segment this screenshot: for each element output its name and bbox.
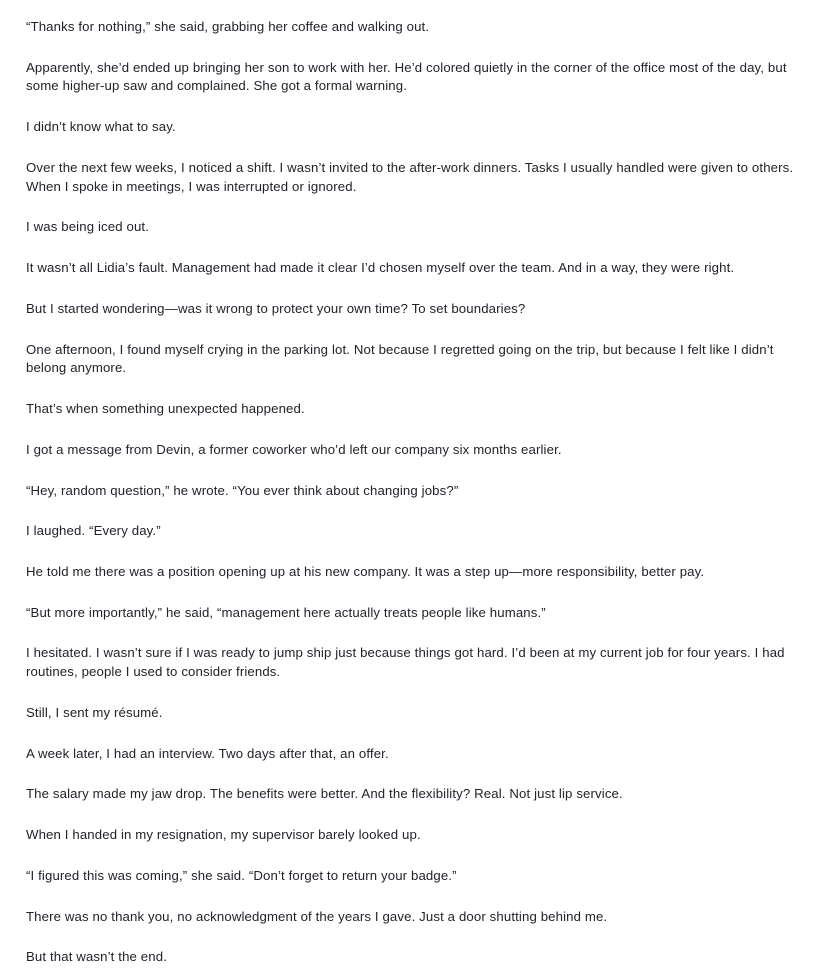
paragraph: He told me there was a position opening up at his new company. It was a step up—more responsibility, better pay. [26, 564, 705, 580]
paragraph: “I figured this was coming,” she said. “Don’t forget to return your badge.” [26, 867, 457, 883]
paragraph: I didn’t know what to say. [26, 119, 176, 135]
paragraph: I laughed. “Every day.” [26, 523, 161, 539]
paragraph: It wasn’t all Lidia’s fault. Management had made it clear I’d chosen myself over the team. And in a way, they were right. [26, 260, 735, 276]
paragraph: “Hey, random question,” he wrote. “You ever think about changing jobs?” [26, 482, 459, 498]
paragraph: Over the next few weeks, I noticed a shift. I wasn’t invited to the after-work dinners. Tasks I usually handled were given to others. When I spoke in meetings, I was interrupted or ignored. [26, 159, 794, 194]
paragraph: “Thanks for nothing,” she said, grabbing her coffee and walking out. [26, 19, 430, 34]
paragraph: The salary made my jaw drop. The benefits were better. And the flexibility? Real. Not just lip service. [26, 786, 623, 802]
paragraph: “But more importantly,” he said, “management here actually treats people like humans.” [26, 604, 546, 620]
paragraph: I hesitated. I wasn’t sure if I was ready to jump ship just because things got hard. I’d been at my current job for four years. I had routines, people I used to consider friends. [26, 645, 785, 680]
paragraph: A week later, I had an interview. Two days after that, an offer. [26, 745, 389, 761]
paragraph: Apparently, she’d ended up bringing her son to work with her. He’d colored quietly in the corner of the office most of the day, but some higher-up saw and complained. She got a formal warning. [26, 59, 787, 94]
paragraph: One afternoon, I found myself crying in the parking lot. Not because I regretted going on the trip, but because I felt like I didn’t belong anymore. [26, 341, 774, 376]
paragraph: Still, I sent my résumé. [26, 704, 163, 720]
paragraph: That’s when something unexpected happened. [26, 401, 305, 417]
paragraph: But I started wondering—was it wrong to protect your own time? To set boundaries? [26, 300, 526, 316]
paragraph: But that wasn’t the end. [26, 949, 167, 965]
paragraph: When I handed in my resignation, my supervisor barely looked up. [26, 827, 421, 843]
paragraph: I got a message from Devin, a former coworker who’d left our company six months earlier. [26, 441, 562, 457]
paragraph: There was no thank you, no acknowledgment of the years I gave. Just a door shutting behind me. [26, 908, 608, 924]
paragraph: I was being iced out. [26, 219, 149, 235]
